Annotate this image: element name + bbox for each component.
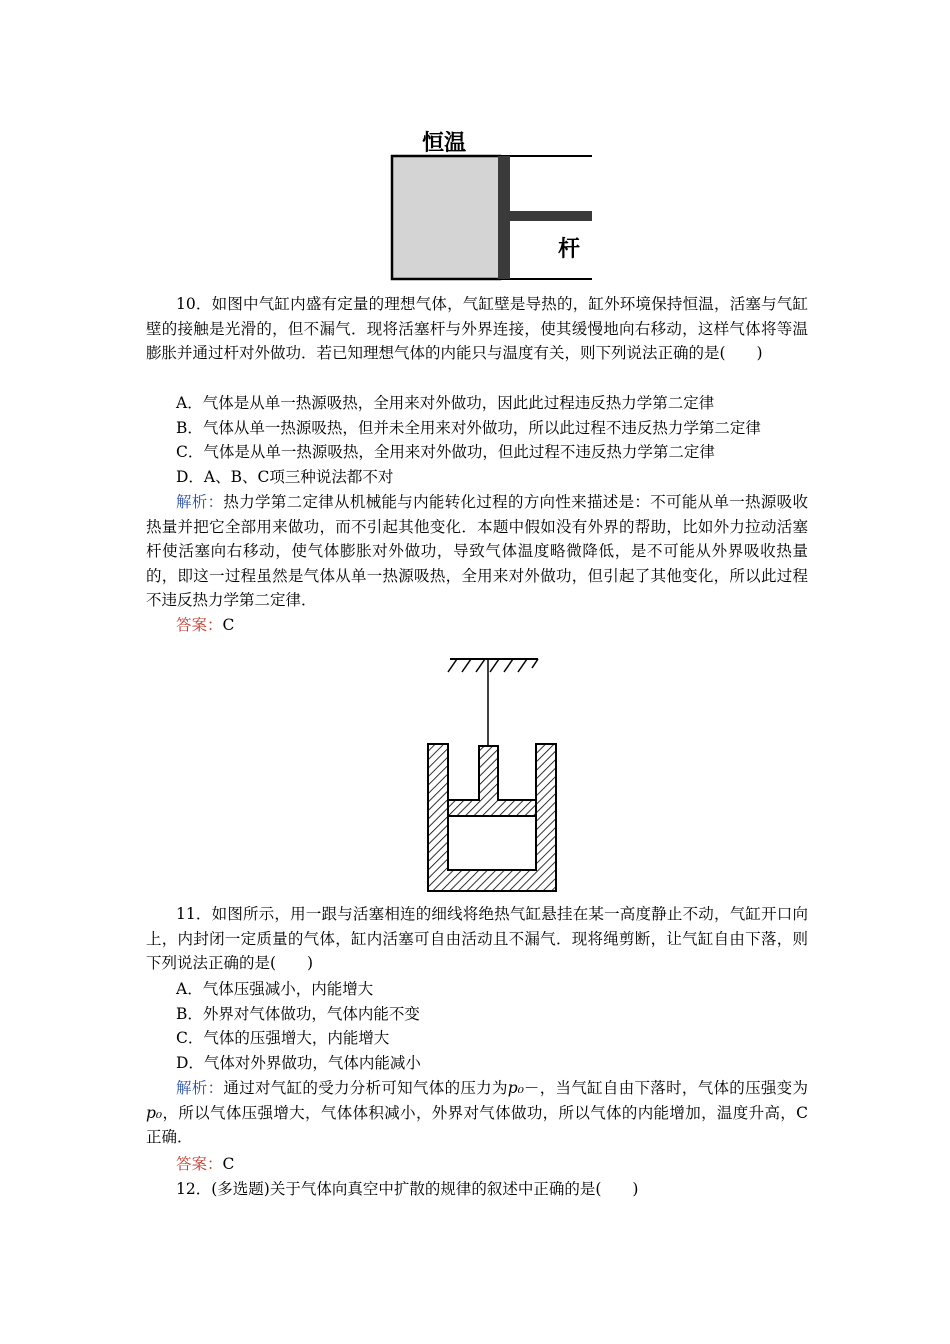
q10-option-b: B．气体从单一热源吸热，但并未全用来对外做功，所以此过程不违反热力学第二定律	[176, 419, 761, 437]
cylinder-piston-figure	[388, 125, 598, 285]
q11-analysis-label: 解析：	[176, 1079, 224, 1097]
q11-analysis-text-3: ，所以气体压强增大，气体体积减小，外界对气体做功，所以气体的内能增加，温度升高，C正确．	[146, 1103, 808, 1146]
q10-option-d: D．A、B、C项三种说法都不对	[176, 468, 394, 486]
q10-stem: 10．如图中气缸内盛有定量的理想气体，气缸壁是导热的，缸外环境保持恒温，活塞与气缸壁的接触是光滑的，但不漏气．现将活塞杆与外界连接，使其缓慢地向右移动，这样气体将等温膨胀并通过杆对外做功．若已知理想气体的内能只与温度有关，则下列说法正确的是( )	[146, 295, 808, 362]
q10-option-a: A．气体是从单一热源吸热，全用来对外做功，因此此过程违反热力学第二定律	[176, 394, 715, 412]
piston-rod	[510, 211, 592, 221]
q12-stem: 12．(多选题)关于气体向真空中扩散的规律的叙述中正确的是( )	[176, 1180, 639, 1198]
piston	[498, 156, 510, 279]
q10-answer-label: 答案：	[176, 616, 223, 634]
constant-temperature-label: 恒温	[422, 131, 467, 156]
q11-option-c: C．气体的压强增大，内能增大	[176, 1029, 390, 1047]
q11-stem: 11．如图所示，用一跟与活塞相连的细线将绝热气缸悬挂在某一高度静止不动，气缸开口向上，内封闭一定质量的气体，缸内活塞可自由活动且不漏气．现将绳剪断，让气缸自由下落，则下列说法正确的是( )	[146, 905, 808, 972]
q11-option-b: B．外界对气体做功，气体内能不变	[176, 1005, 420, 1023]
q10-answer-value: C	[222, 616, 235, 634]
q11-answer	[176, 1152, 234, 1177]
q11-analysis	[146, 1076, 808, 1150]
ceiling-hatch	[448, 659, 538, 672]
rod-label: 杆	[558, 237, 581, 262]
q11-analysis-text-2: －，当气缸自由下落时，气体的压强变为	[523, 1079, 808, 1097]
q10-analysis-text: 热力学第二定律从机械能与内能转化过程的方向性来描述是：不可能从单一热源吸收热量并把它全部用来做功，而不引起其他变化．本题中假如没有外界的帮助，比如外力拉动活塞杆使活塞向右移动，使气体膨胀对外做功，导致气体温度略微降低，是不可能从外界吸收热量的，即这一过程虽然是气体从单一热源吸热，全用来对外做功，但引起了其他变化，所以此过程不违反热力学第二定律．	[146, 493, 808, 609]
p0-symbol: p₀	[507, 1079, 524, 1097]
q11-answer-label: 答案：	[176, 1155, 223, 1173]
q11-option-a: A．气体压强减小，内能增大	[176, 980, 374, 998]
gas-region	[392, 156, 500, 279]
q10-option-c: C．气体是从单一热源吸热，全用来对外做功，但此过程不违反热力学第二定律	[176, 443, 715, 461]
piston-body	[448, 746, 536, 816]
q11-answer-value: C	[222, 1155, 235, 1173]
p0-symbol: p₀	[146, 1103, 163, 1122]
q11-analysis-text-1: 通过对气缸的受力分析可知气体的压力为	[223, 1079, 508, 1097]
q10-analysis-label: 解析：	[176, 493, 224, 511]
q10-answer	[176, 613, 234, 638]
q10-analysis	[146, 490, 808, 613]
suspended-cylinder-figure	[420, 640, 570, 900]
q11-option-d: D．气体对外界做功，气体内能减小	[176, 1054, 421, 1072]
